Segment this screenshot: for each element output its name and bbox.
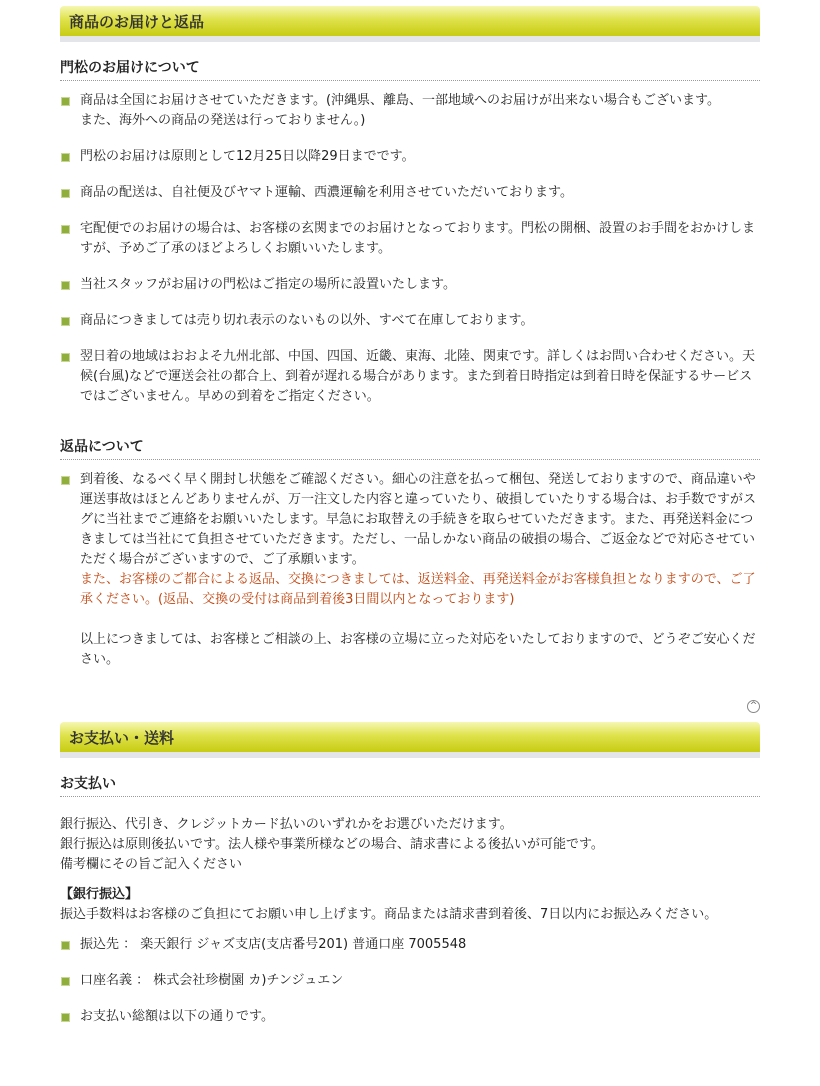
payment-lines (60, 815, 760, 875)
list-item (60, 219, 760, 259)
returns-notice: また、お客様のご都合による返品、交換につきましては、返送料金、再発送料金がお客様負担となりますので、ご了承ください。(返品、交換の受付は商品到着後3日間以内となっております) (80, 572, 756, 607)
square-bullet-icon (61, 97, 70, 106)
list-item (60, 935, 760, 955)
returns-body: 到着後、なるべく早く開封し状態をご確認ください。細心の注意を払って梱包、発送しておりますので、商品違いや運送事故はほとんどありませんが、万一注文した内容と違っていたり、破損していたりする場合は、お手数ですがスグに当社までご連絡をお願いいたします。早急にお取替えの手続きを取らせていただきます。また、再発送料金につきましては当社にて負担させていただきます。ただし、一品しかない商品の破損の場合、ご返金などで対応させていただく場合がございますので、ご了承願います。 (80, 472, 757, 567)
list-item (60, 311, 760, 331)
list-item (60, 91, 760, 131)
square-bullet-icon (61, 476, 70, 485)
list-item-text: 翌日着の地域はおおよそ九州北部、中国、四国、近畿、東海、北陸、関東です。詳しくはお問い合わせください。天候(台風)などで運送会社の都合上、到着が遅れる場合があります。また到着日時指定は到着日時を保証するサービスではございません。早めの到着をご指定ください。 (80, 349, 755, 404)
payment-line: 備考欄にその旨ご記入ください (60, 857, 243, 872)
list-item-text: お支払い総額は以下の通りです。 (80, 1009, 274, 1024)
returns-closing: 以上につきましては、お客様とご相談の上、お客様の立場に立った対応をいたしておりますので、どうぞご安心ください。 (80, 632, 756, 667)
list-item-text: 口座名義 ： 株式会社珍樹園 カ)チンジュエン (80, 973, 344, 988)
square-bullet-icon (61, 941, 70, 950)
square-bullet-icon (61, 977, 70, 986)
delivery-list (60, 91, 760, 407)
bank-transfer-heading: 【銀行振込】 (60, 887, 139, 902)
bank-transfer-list (60, 935, 760, 1027)
returns-list (60, 470, 760, 670)
list-item (60, 347, 760, 407)
square-bullet-icon (61, 317, 70, 326)
list-item (60, 275, 760, 295)
delivery-heading: 門松のお届けについて (60, 58, 760, 81)
list-item-text: 商品の配送は、自社便及びヤマト運輸、西濃運輸を利用させていただいております。 (80, 185, 573, 200)
list-item-text: 商品につきましては売り切れ表示のないもの以外、すべて在庫しております。 (80, 313, 534, 328)
list-item-text: 商品は全国にお届けさせていただきます。(沖縄県、離島、一部地域へのお届けが出来ない場合もございます。 (80, 93, 720, 108)
list-item (60, 147, 760, 167)
list-item (60, 1007, 760, 1027)
section-header-delivery-returns: 商品のお届けと返品 (60, 6, 760, 42)
section-header-payment-shipping: お支払い・送料 (60, 722, 760, 758)
list-item (60, 183, 760, 203)
square-bullet-icon (61, 353, 70, 362)
list-item-text: また、海外への商品の発送は行っておりません。) (80, 113, 366, 128)
list-item-text: 門松のお届けは原則として12月25日以降29日までです。 (80, 149, 415, 164)
square-bullet-icon (61, 225, 70, 234)
square-bullet-icon (61, 189, 70, 198)
bank-transfer-note: 振込手数料はお客様のご負担にてお願い申し上げます。商品または請求書到着後、7日以内にお振込みください。 (60, 907, 718, 922)
square-bullet-icon (61, 153, 70, 162)
page-content (60, 6, 760, 1027)
list-item (60, 971, 760, 991)
list-item-text: 宅配便でのお届けの場合は、お客様の玄関までのお届けとなっております。門松の開梱、設置のお手間をおかけしますが、予めご了承のほどよろしくお願いいたします。 (80, 221, 755, 256)
list-item-text: 振込先 ： 楽天銀行 ジャズ支店(支店番号201) 普通口座 7005548 (80, 937, 467, 952)
square-bullet-icon (61, 281, 70, 290)
list-item-text: 当社スタッフがお届けの門松はご指定の場所に設置いたします。 (80, 277, 456, 292)
list-item (60, 470, 760, 670)
returns-heading: 返品について (60, 437, 760, 460)
payment-line: 銀行振込、代引き、クレジットカード払いのいずれかをお選びいただけます。 (60, 817, 513, 832)
payment-line: 銀行振込は原則後払いです。法人様や事業所様などの場合、請求書による後払いが可能です。 (60, 837, 604, 852)
square-bullet-icon (61, 1013, 70, 1022)
arrow-up-circle-icon[interactable]: ^ (747, 700, 760, 713)
payment-heading: お支払い (60, 774, 760, 797)
